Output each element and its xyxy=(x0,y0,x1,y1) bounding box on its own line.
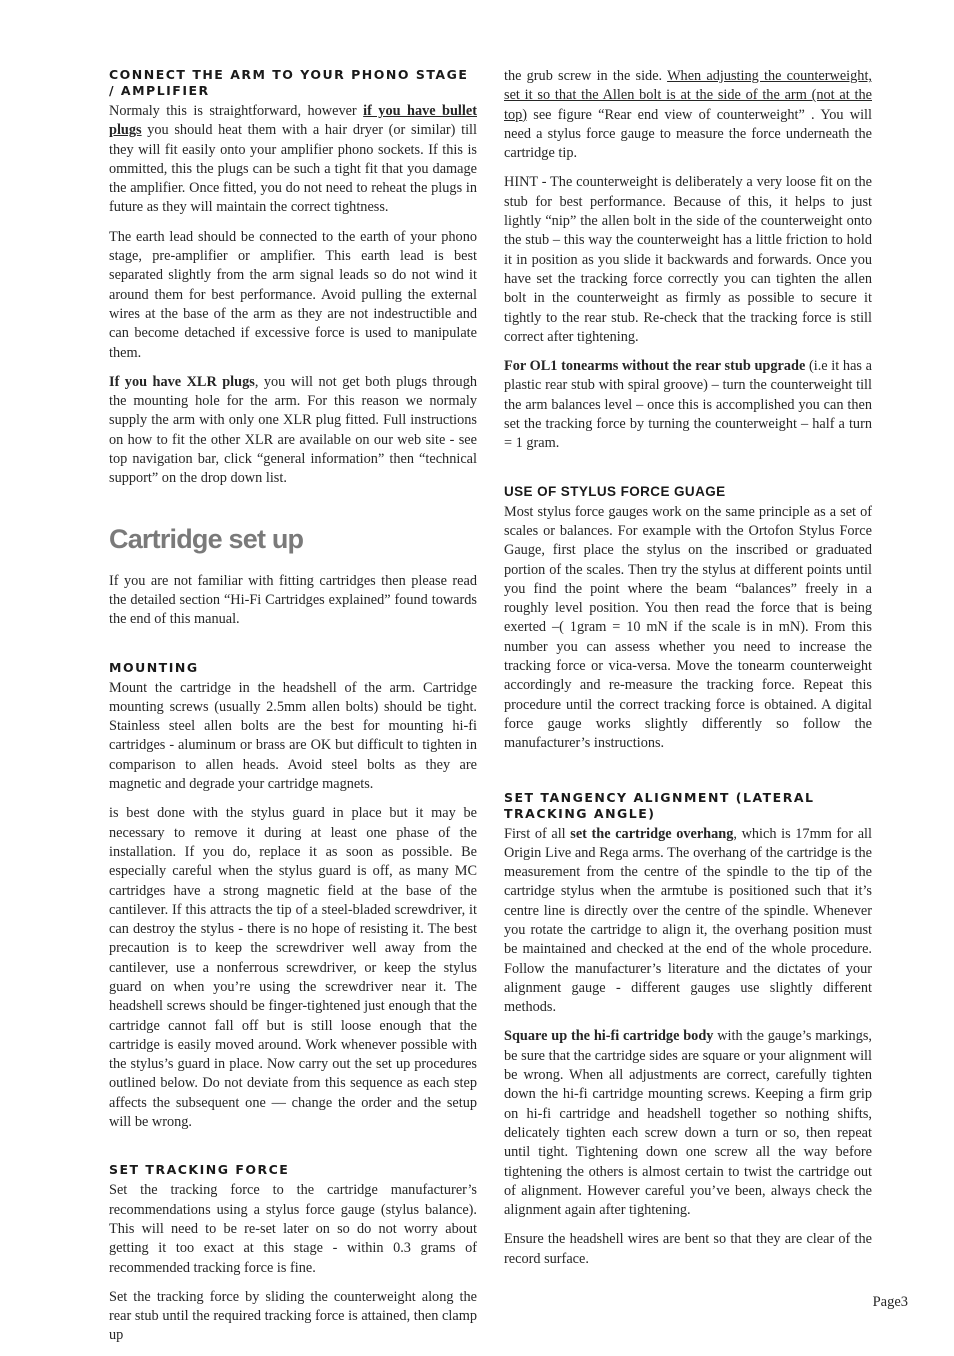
right-column xyxy=(504,67,872,1279)
gauge-paragraph-1: Most stylus force gauges work on the same principle as a set of scales or balances. For example with the Ortofon Stylus Force Gauge, first place the stylus on the inscribed or graduated portion of the scales. Then try the stylus at different points until you find the point where the beam “balances” freely in a roughly level position. You then read the force that is being exerted –( 1gram = 10 mN if the scale is in mN). From this number you can assess whether you need to increase the tracking force or vica-versa. Move the tonearm counterweight accordingly and re-measure the tracking force. Repeat this procedure until the correct tracking force is obtained. A digital force gauge works slightly differently so follow the manufacturer’s instructions. xyxy=(504,503,872,752)
tracking-paragraph-2: Set the tracking force by sliding the counterweight along the rear stub until the required tracking force is attained, then clamp up xyxy=(109,1288,477,1344)
tracking-continued-paragraph-1: the grub screw in the side. When adjusting the counterweight, set it so that the Allen bolt is at the side of the arm (not at the top) see figure “Rear end view of counterweight” . You will need a stylus force gauge to measure the force underneath the cartridge tip. xyxy=(504,68,872,162)
ol1-emphasis: For OL1 tonearms without the rear stub upgrade xyxy=(504,358,806,375)
square-up-emphasis: Square up the hi-fi cartridge body xyxy=(504,1028,714,1045)
cartridge-title: Cartridge set up xyxy=(109,523,304,554)
connect-paragraph-1: Normaly this is straightforward, however if you have bullet plugs you should heat them with a hair dryer (or similar) till they will fit easily onto your amplifier phono sockets. If this is ommitted, this the plugs can be such a tight fit that you damage the amplifier. Once fitted, you do not need to reheat the plugs in future as they will maintain the correct tightness. xyxy=(109,103,477,216)
ol1-paragraph: For OL1 tonearms without the rear stub upgrade (i.e it has a plastic rear stub with spiral groove) – turn the counterweight till the arm balances level – once this is accomplished you can then set the tracking force by turning the counterweight – half a turn = 1 gram. xyxy=(504,358,872,452)
gauge-section xyxy=(504,484,872,754)
tangency-paragraph-2: Square up the hi-fi cartridge body with the gauge’s markings, be sure that the cartridge sides are square or your alignment will be wrong. When all adjustments are correct, carefully tighten down the hi-fi cartridge mounting screws. Keeping a firm grip on hi-fi cartridge and headshell together so nothing shifts, delicately tighten each screw down a turn or so, then repeat until tight. Tightening down one screw all the way before tightening the others is almost certain to twist the cartridge out of alignment. However careful you’ve been, always check the alignment again after tightening. xyxy=(504,1028,872,1219)
mounting-paragraph-1: Mount the cartridge in the headshell of the arm. Cartridge mounting screws (usually 2.5mm allen bolts) should be tight. Stainless steel allen bolts are the best for mounting hi-fi cartridges - aluminum or brass are OK but difficult to tighten in comparison to allen heads. Avoid steel bolts as they are magnetic and degrade your cartridge magnets. xyxy=(109,679,477,793)
tracking-continued-section xyxy=(504,67,872,454)
overhang-emphasis: set the cartridge overhang xyxy=(570,825,734,842)
cartridge-section xyxy=(109,522,477,630)
connect-section xyxy=(109,67,477,489)
tangency-paragraph-3: Ensure the headshell wires are bent so that they are clear of the record surface. xyxy=(504,1231,872,1267)
page-number: Page3 xyxy=(872,1294,908,1310)
xlr-plugs-emphasis: If you have XLR plugs xyxy=(109,373,255,390)
connect-heading: CONNECT THE ARM TO YOUR PHONO STAGE / AMPLIFIER xyxy=(109,67,469,98)
connect-paragraph-3: If you have XLR plugs, you will not get both plugs through the mounting hole for the arm. For this reason we normaly supply the arm with only one XLR plug fitted. Full instructions on how to fit the other XLR are available on our web site - see top navigation bar, click “general information” then “technical support” on the drop down list. xyxy=(109,373,477,487)
allen-bolt-note: When adjusting the counterweight, set it so that the Allen bolt is at the side of the arm (not at the top) xyxy=(504,68,872,123)
bullet-plugs-emphasis: if you have bullet plugs xyxy=(109,103,477,139)
mounting-paragraph-2: is best done with the stylus guard in place but it may be necessary to remove it during at least one phase of the installation. If you do, replace it as soon as possible. Be especially careful when the stylus guard is off, as many MC cartridges have a strong magnetic field at the base of the cantilever. If this attracts the tip of a steel-bladed screwdriver, it can destroy the stylus - there is no hope of resisting it. The best precaution is to keep the screwdriver well away from the cantilever, use a nonferrous screwdriver, or keep the stylus guard on when you’re using the screwdriver near it. The headshell screws should be finger-tightened just enough that the cartridge cannot fall off but is still loose enough that the cartridge is easily moved around. Work whenever possible with the stylus’s guard in place. Now carry out the set up procedures outlined below. Do not deviate from this sequence as each step affects the subsequent one — change the order and the setup will be wrong. xyxy=(109,805,477,1131)
connect-paragraph-2: The earth lead should be connected to the earth of your phono stage, pre-amplifier or amplifier. This earth lead is best separated slightly from the arm signal leads so do not wind it around them for best performance. Avoid pulling the external wires at the base of the arm as they are not indestructible and can become detached if excessive force is used to manipulate them. xyxy=(109,228,477,361)
tangency-heading: SET TANGENCY ALIGNMENT (LATERAL TRACKING ANGLE) xyxy=(504,789,815,821)
hint-paragraph: HINT - The counterweight is deliberately a very loose fit on the stub for best performance. Because of this, it helps to just lightly “nip” the allen bolt in the side of the counterweight onto the stub – this way the counterweight has a little friction to hold it in position as you slide it backwards and forwards. Once you have set the tracking force correctly you can tighten the allen bolt in the counterweight as firmly as possible to secure it tightly to the rear stub. Re-check that the tracking force is still correct after tightening. xyxy=(504,174,872,345)
tracking-paragraph-1: Set the tracking force to the cartridge manufacturer’s recommendations using a stylus force gauge (stylus balance). This will need to be re-set later on so do not worry about getting it too exact at this stage - within 0.3 grams of recommended tracking force is fine. xyxy=(109,1182,477,1276)
left-column xyxy=(109,67,477,1356)
tangency-section xyxy=(504,790,872,1270)
tangency-paragraph-1: First of all set the cartridge overhang, which is 17mm for all Origin Live and Rega arms. The overhang of the cartridge is the measurement from the centre of the spindle to the tip of the cartridge stylus when the armtube is positioned such that it’s centre line is directly over the centre of the spindle. Whenever you rotate the cartridge to align it, the overhang position must be maintained and checked at the end of the whole procedure. Follow the manufacturer’s literature and the dictates of your alignment gauge - different gauges use slightly different methods. xyxy=(504,825,872,1016)
cartridge-paragraph-1: If you are not familiar with fitting cartridges then please read the detailed section “Hi-Fi Cartridges explained” found towards the end of this manual. xyxy=(109,572,477,628)
mounting-section xyxy=(109,660,477,1133)
tracking-heading: SET TRACKING FORCE xyxy=(109,1162,290,1178)
mounting-heading: MOUNTING xyxy=(109,659,199,675)
gauge-heading: USE OF STYLUS FORCE GUAGE xyxy=(504,483,726,499)
tracking-section xyxy=(109,1162,477,1345)
